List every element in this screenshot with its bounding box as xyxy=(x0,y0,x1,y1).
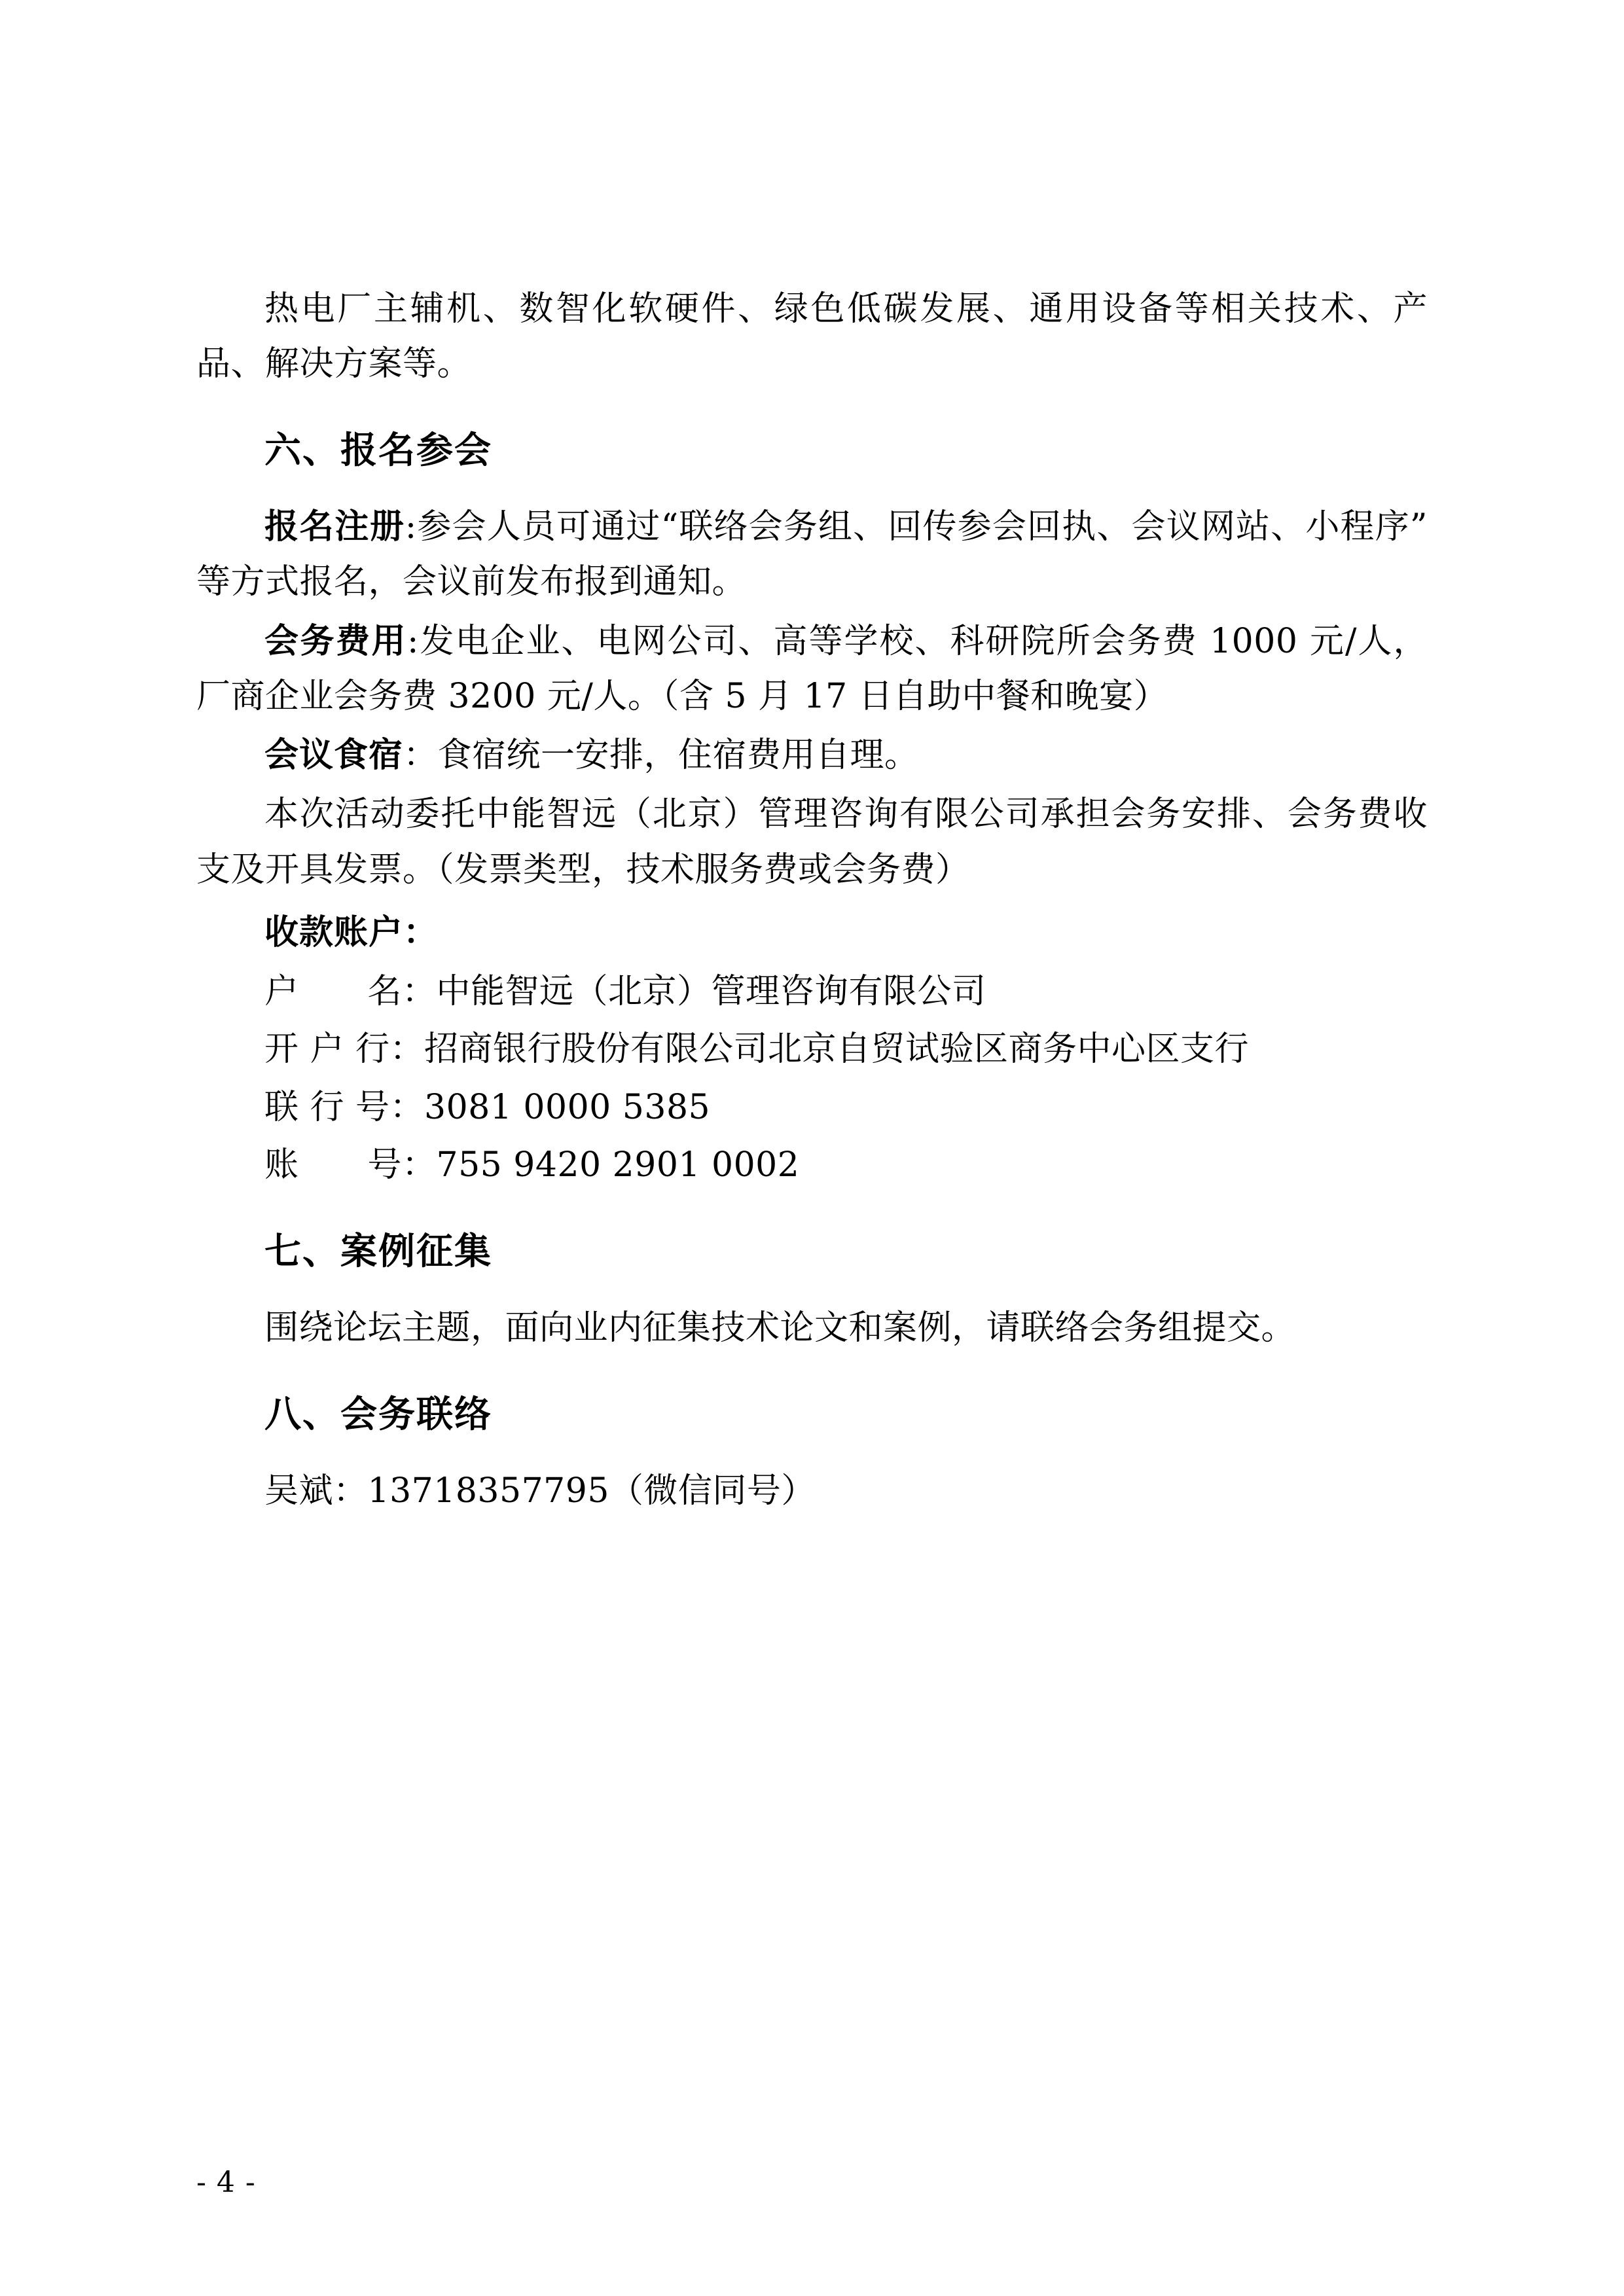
paragraph-case-collection: 围绕论坛主题，面向业内征集技术论文和案例，请联络会务组提交。 xyxy=(264,1308,1296,1348)
section-heading-seven: 七、案例征集 xyxy=(264,1230,492,1273)
text-registration: :参会人员可通过“联络会务组、回传参会回执、会议网站、小程序”等方式报名，会议前发布报到通知。 xyxy=(196,507,1428,602)
text-invoice: 本次活动委托中能智远（北京）管理咨询有限公司承担会务安排、会务费收支及开具发票。（发票类型，技术服务费或会务费） xyxy=(196,795,1428,889)
paragraph-registration xyxy=(196,499,1428,609)
opening-paragraph: 热电厂主辅机、数智化软硬件、绿色低碳发展、通用设备等相关技术、产品、解决方案等。 xyxy=(196,289,1428,384)
section-heading-six: 六、报名参会 xyxy=(264,429,492,473)
account-row-number: 账 号：755 9420 2901 0002 xyxy=(264,1145,800,1185)
page-number: - 4 - xyxy=(196,2166,256,2199)
paragraph-invoice xyxy=(196,787,1428,897)
account-title: 收款账户： xyxy=(264,912,439,952)
document-body xyxy=(196,281,1428,1518)
account-row-bank: 开 户 行：招商银行股份有限公司北京自贸试验区商务中心区支行 xyxy=(264,1030,1250,1069)
text-fees: :发电企业、电网公司、高等学校、科研院所会务费 1000 元/人，厂商企业会务费 3200 元/人。（含 5 月 17 日自助中餐和晚宴） xyxy=(196,621,1428,716)
paragraph-accommodation xyxy=(196,728,1428,783)
paragraph-fees xyxy=(196,614,1428,724)
lead-registration: 报名注册 xyxy=(264,507,405,547)
section-heading-eight: 八、会务联络 xyxy=(264,1393,492,1436)
lead-accommodation: 会议食宿 xyxy=(264,736,404,776)
text-accommodation: ：食宿统一安排，住宿费用自理。 xyxy=(403,736,919,776)
account-row-branch-code: 联 行 号：3081 0000 5385 xyxy=(264,1087,711,1127)
paragraph-contact: 吴斌：13718357795（微信同号） xyxy=(264,1471,816,1511)
account-row-name: 户 名：中能智远（北京）管理咨询有限公司 xyxy=(264,972,986,1012)
lead-fees: 会务费用 xyxy=(264,621,408,661)
